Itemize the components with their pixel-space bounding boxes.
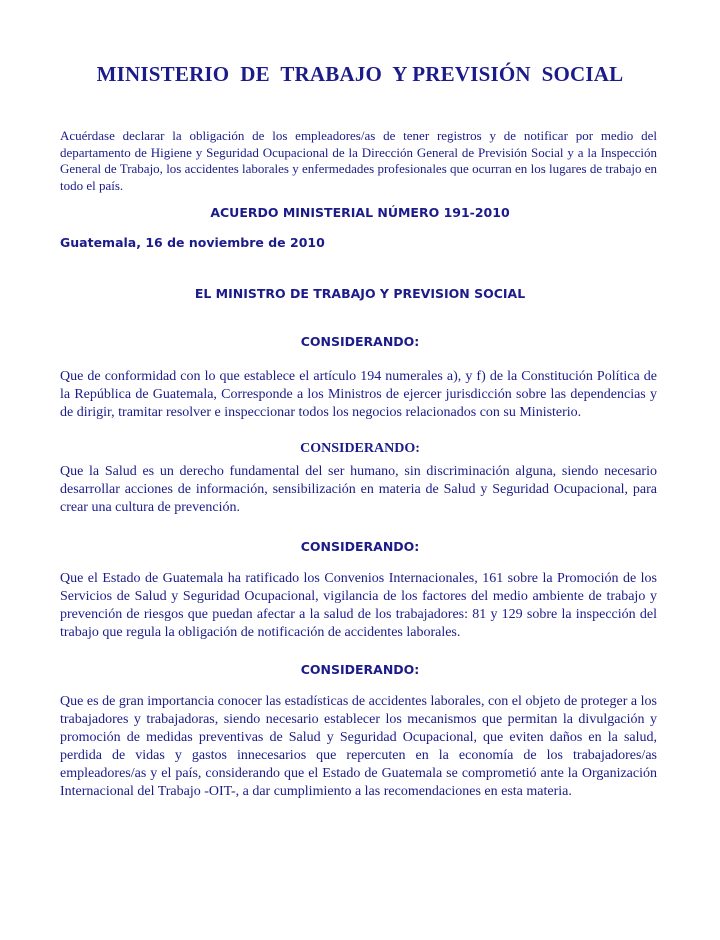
- considerando-heading-3: CONSIDERANDO:: [300, 539, 420, 554]
- considerando-heading-1: CONSIDERANDO:: [300, 334, 420, 349]
- agreement-number: ACUERDO MINISTERIAL NÚMERO 191-2010: [210, 205, 510, 220]
- document-title: MINISTERIO DE TRABAJO Y PREVISIÓN SOCIAL: [96, 62, 624, 86]
- considerando-text-4: Que es de gran importancia conocer las estadísticas de accidentes laborales, con el objeto de proteger a los trabajadores y trabajadoras, siendo necesario establecer los mecanismos que permitan la divulgación y promoción de medidas preventivas de Salud y Seguridad Ocupacional, que eviten daños en la salud, perdida de vidas y gastos innecesarios que repercuten en la economía de los trabajadores/as empleadores/as y el país, considerando que el Estado de Guatemala se comprometió ante la Organización Internacional del Trabajo -OIT-, a dar cumplimiento a las recomendaciones en esta materia.: [60, 694, 657, 799]
- place-date: Guatemala, 16 de noviembre de 2010: [60, 235, 325, 250]
- considerando-heading-2: CONSIDERANDO:: [300, 441, 420, 456]
- considerando-text-1: Que de conformidad con lo que establece el artículo 194 numerales a), y f) de la Constitución Política de la República de Guatemala, Corresponde a los Ministros de ejercer jurisdicción sobre las dependencias y de dirigir, tramitar resolver e inspeccionar todos los negocios relacionados con su Ministerio.: [60, 369, 657, 420]
- considerando-text-2: Que la Salud es un derecho fundamental del ser humano, sin discriminación alguna, siendo necesario desarrollar acciones de información, sensibilización en materia de Salud y Seguridad Ocupacional, para crear una cultura de prevención.: [60, 464, 657, 515]
- considerando-heading-4: CONSIDERANDO:: [300, 662, 420, 677]
- minister-heading: EL MINISTRO DE TRABAJO Y PREVISION SOCIAL: [194, 286, 526, 301]
- intro-paragraph: Acuérdase declarar la obligación de los empleadores/as de tener registros y de notificar por medio del departamento de Higiene y Seguridad Ocupacional de la Dirección General de Previsión Social y a la Inspección General de Trabajo, los accidentes laborales y enfermedades profesionales que ocurran en los lugares de trabajo en todo el país.: [60, 128, 657, 193]
- considerando-text-3: Que el Estado de Guatemala ha ratificado los Convenios Internacionales, 161 sobre la Promoción de los Servicios de Salud y Seguridad Ocupacional, vigilancia de los factores del medio ambiente de trabajo y prevención de riesgos que puedan afectar a la salud de los trabajadores: 81 y 129 sobre la inspección del trabajo que regula la obligación de notificación de accidentes laborales.: [60, 571, 657, 640]
